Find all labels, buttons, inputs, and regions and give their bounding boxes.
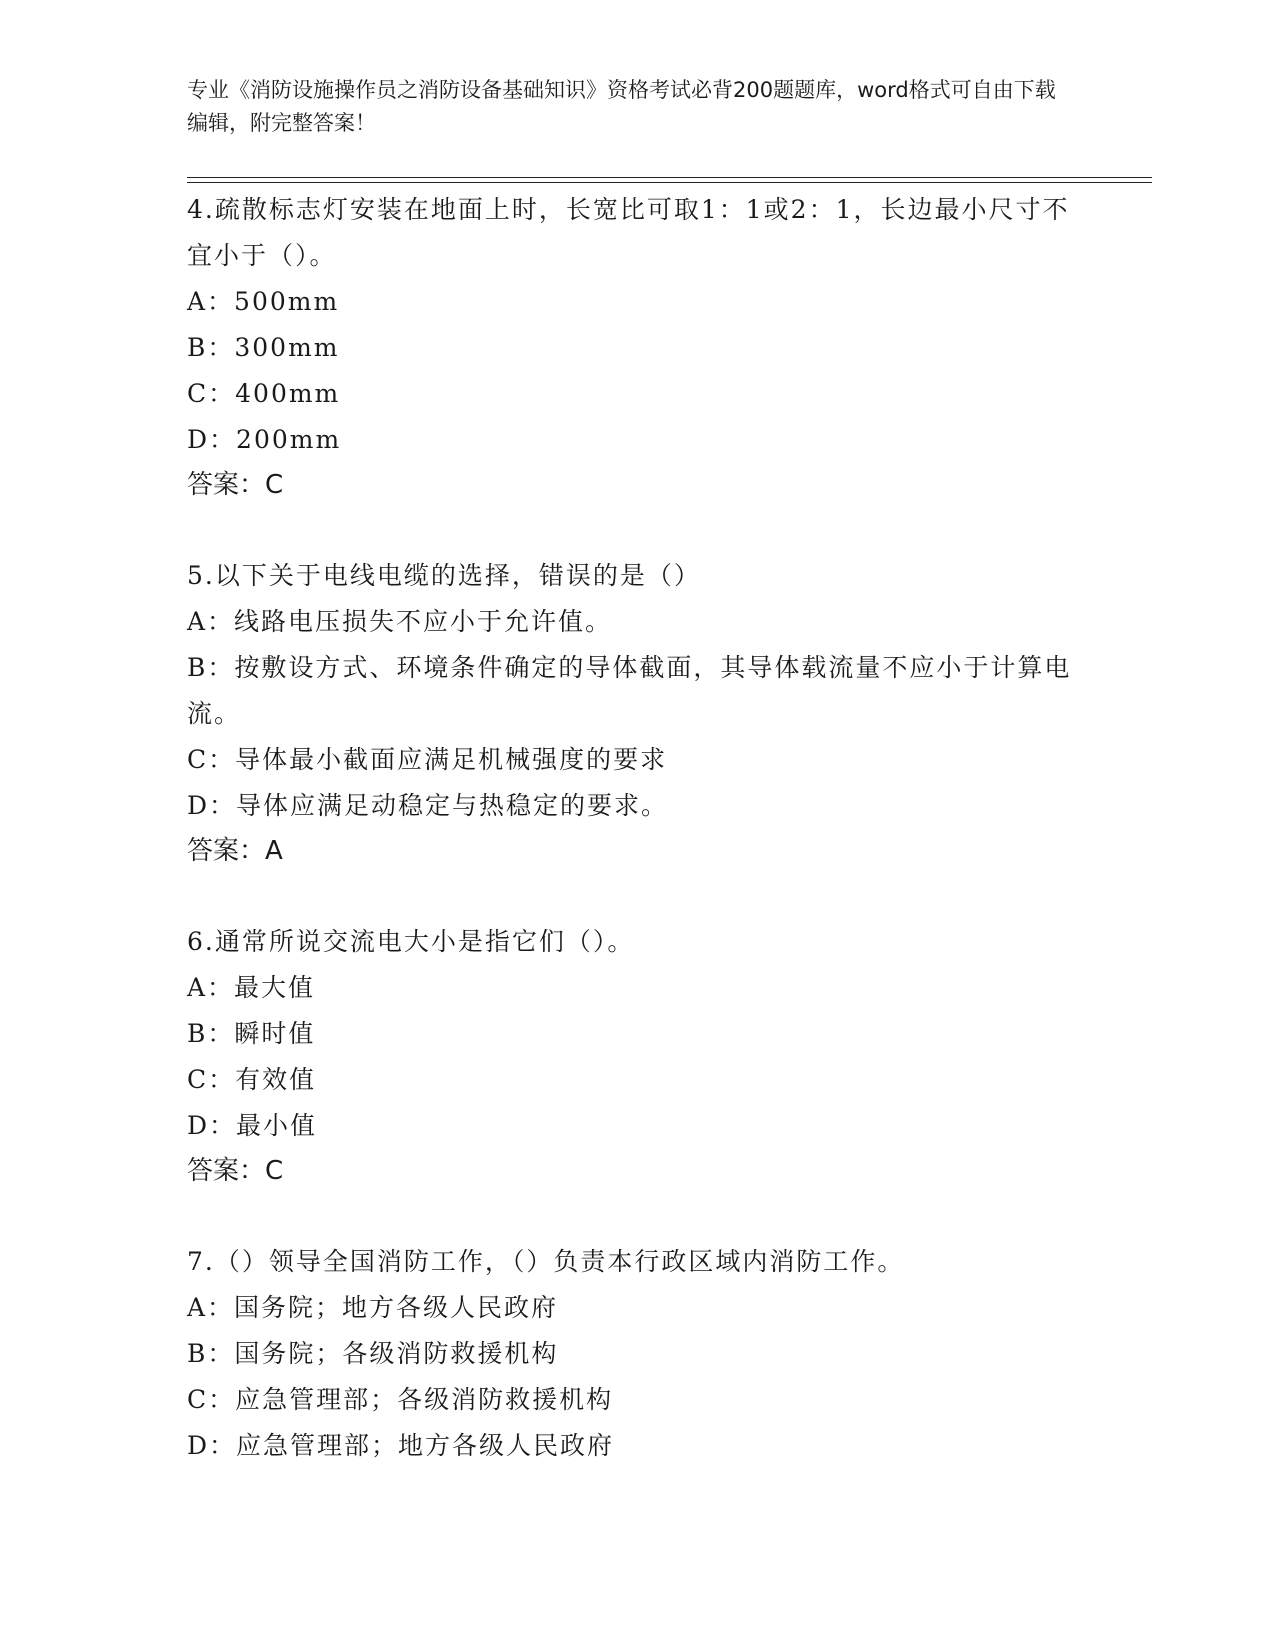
option-c: C：400mm: [187, 379, 341, 408]
question-list: [187, 187, 1087, 1469]
header-divider-bottom: [187, 182, 1152, 183]
option-b: B：按敷设方式、环境条件确定的导体截面，其导体载流量不应小于计算电流。: [187, 653, 1072, 728]
question-spacer: [187, 873, 1087, 919]
option-a: A：500mm: [187, 287, 340, 316]
question-5: [187, 553, 1087, 873]
option-b: B：国务院；各级消防救援机构: [187, 1339, 559, 1368]
question-spacer: [187, 507, 1087, 553]
question-text: 7.（）领导全国消防工作，（）负责本行政区域内消防工作。: [187, 1247, 905, 1276]
option-d: D：导体应满足动稳定与热稳定的要求。: [187, 791, 669, 820]
answer: 答案：C: [187, 470, 284, 500]
question-text: 4.疏散标志灯安装在地面上时，长宽比可取1：1或2：1，长边最小尺寸不宜小于（）。: [187, 195, 1070, 270]
option-a: A：最大值: [187, 973, 316, 1002]
question-4: [187, 187, 1087, 507]
option-a: A：国务院；地方各级人民政府: [187, 1293, 559, 1322]
question-text: 6.通常所说交流电大小是指它们（）。: [187, 927, 635, 956]
option-a: A：线路电压损失不应小于允许值。: [187, 607, 613, 636]
option-c: C：应急管理部；各级消防救援机构: [187, 1385, 614, 1414]
document-header: 专业《消防设施操作员之消防设备基础知识》资格考试必背200题题库，word格式可自由下载编辑，附完整答案！: [187, 78, 1056, 135]
option-d: D：200mm: [187, 425, 342, 454]
option-b: B：瞬时值: [187, 1019, 316, 1048]
option-b: B：300mm: [187, 333, 340, 362]
option-c: C：导体最小截面应满足机械强度的要求: [187, 745, 668, 774]
option-c: C：有效值: [187, 1065, 317, 1094]
question-6: [187, 919, 1087, 1193]
answer: 答案：C: [187, 1156, 284, 1186]
question-text: 5.以下关于电线电缆的选择，错误的是（）: [187, 561, 701, 590]
question-7: [187, 1239, 1087, 1469]
question-spacer: [187, 1193, 1087, 1239]
option-d: D：最小值: [187, 1111, 318, 1140]
header-divider-top: [187, 177, 1152, 178]
answer: 答案：A: [187, 836, 283, 866]
option-d: D：应急管理部；地方各级人民政府: [187, 1431, 615, 1460]
